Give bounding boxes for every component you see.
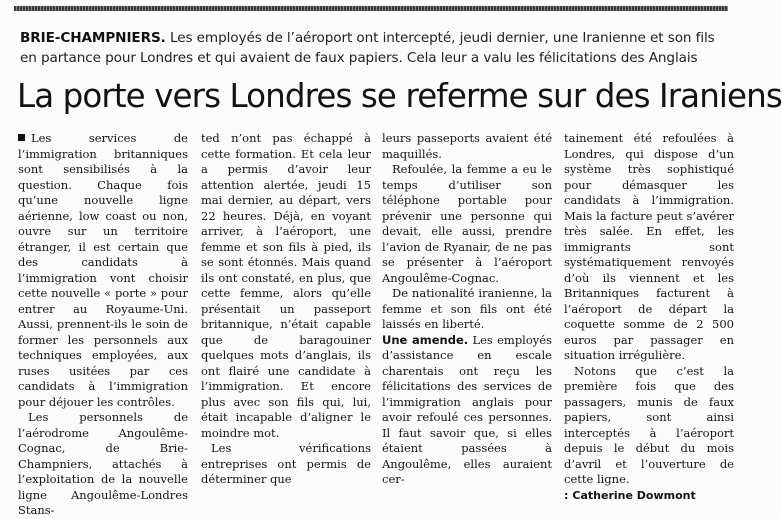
square-bullet-icon xyxy=(18,134,25,141)
lede-text: Les employés de l’aéroport ont intercepté, jeudi dernier, une Iranienne et son fils en partance pour Londres et qui avaient de faux papiers. Cela leur a valu les félicitations des Anglais xyxy=(20,30,715,66)
column-3 xyxy=(382,131,552,486)
column-4 xyxy=(564,131,734,502)
article-body xyxy=(18,131,738,517)
paragraph: Les services de l’immigration britanniques sont sensibilisés à la question. Chaque fois qu’une nouvelle ligne aérienne, low coast ou non, ouvre sur un territoire étranger, il est certain que des candidats à l’immigration vont choisir cette nouvelle « porte » pour entrer au Royaume-Uni. Aussi, prennent-ils le soin de former les personnels aux techniques employées, aux ruses usitées par ces candidats à l’immigration pour déjouer les contrôles. xyxy=(18,131,188,409)
subhead: Une amende. xyxy=(382,332,469,347)
top-rule xyxy=(14,6,728,11)
byline-author: Catherine Dowmont xyxy=(572,488,696,502)
paragraph: Notons que c’est la première fois que des passagers, munis de faux papiers, sont ainsi interceptés à l’aéroport depuis le début du mois d’avril et l’ouverture de cette ligne. xyxy=(564,363,734,486)
paragraph: tainement été refoulées à Londres, qui dispose d’un système très sophistiqué pour démasquer les candidats à l’immigration. Mais la facture peut s’avérer très salée. En effet, les immigrants sont systématiquement renvoyés d’où ils viennent et les Britanniques facturent à l’aéroport de départ la coquette somme de 2 500 euros par passager en situation irrégulière. xyxy=(564,131,734,362)
article-lede xyxy=(20,28,730,68)
column-1 xyxy=(18,131,188,517)
lede-place: BRIE-CHAMPNIERS. xyxy=(20,30,166,46)
byline xyxy=(564,488,734,504)
paragraph: Les personnels de l’aérodrome Angoulême-Cognac, de Brie-Champniers, attachés à l’exploitation de la nouvelle ligne Angoulême-Londres Stans- xyxy=(18,410,188,517)
article-headline: La porte vers Londres se referme sur des Iraniens xyxy=(17,77,782,115)
paragraph: Les vérifications entreprises ont permis de déterminer que xyxy=(201,441,371,486)
paragraph: ted n’ont pas échappé à cette formation. Et cela leur a permis d’avoir leur attention alertée, jeudi 15 mai dernier, au départ, vers 22 heures. Déjà, en voyant arriver, à l’aéroport, une femme et son fils à pied, ils se sont étonnés. Mais quand ils ont constaté, en plus, que cette femme, alors qu’elle présentait un passeport britannique, n’était capable que de baragouiner quelques mots d’anglais, ils ont flairé une candidate à l’immigration. Et encore plus avec son fils qui, lui, était incapable d’aligner le moindre mot. xyxy=(201,131,371,440)
paragraph xyxy=(382,333,552,488)
paragraph: Refoulée, la femme a eu le temps d’utiliser son téléphone portable pour prévenir une personne qui devait, elle aussi, prendre l’avion de Ryanair, de ne pas se présenter à l’aéroport Angoulême-Cognac. xyxy=(382,162,552,285)
subhead-text: Les employés d’assistance en escale charentais ont reçu les félicitations des services de l’immigration anglais pour avoir refoulé ces personnes. Il faut savoir que, si elles étaient passées à Angoulême, elles auraient cer- xyxy=(382,332,552,486)
paragraph: De nationalité iranienne, la femme et son fils ont été laissés en liberté. xyxy=(382,286,552,331)
column-2 xyxy=(201,131,371,486)
paragraph: leurs passeports avaient été maquillés. xyxy=(382,131,552,161)
byline-marker-icon: : xyxy=(564,488,569,502)
